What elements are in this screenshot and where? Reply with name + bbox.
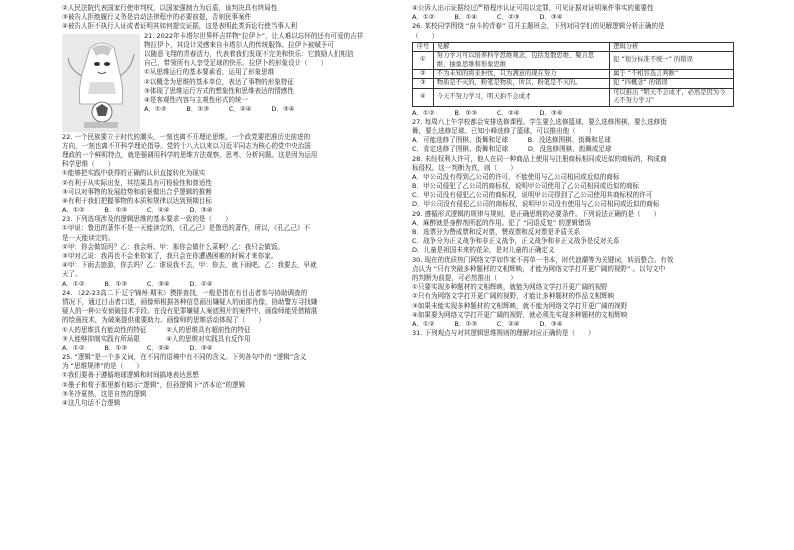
text-line: （ ） — [412, 31, 439, 40]
text-line: ①能够把实践中获得的正确的认识直接转化为现实 — [62, 169, 206, 178]
text-line: ①只要实现多种题材的文相辉映，就能为网络文学打开更广阔的视野 — [412, 283, 608, 292]
question-27 — [412, 118, 742, 155]
text-line: 是一天能读完的。 — [62, 233, 115, 242]
question-29 — [412, 210, 742, 256]
table-header-cell: 见解 — [433, 42, 609, 51]
text-line: ④甲：下雨去旅游，你去吗？乙：谁说我不去，甲：你去，就下雨吧。乙：我要去，早就 — [62, 261, 317, 270]
text-line: 31. 下列观点与对其逻辑思维规则的理解对应正确的是（ ） — [412, 329, 595, 338]
answer-option: D．甲公司没有侵犯乙公司的商标权，说明甲公司没有使用与乙公司相同或近似的商标 — [412, 200, 660, 209]
text-line: ③可以对事物的发展趋势和前景做出合乎逻辑的推断 — [62, 187, 212, 196]
answer-option: C．战争分为正义战争和非正义战争，正义战争和非正义战争是反对关系 — [412, 237, 620, 246]
table-cell: ① — [413, 52, 434, 70]
right-top-options — [412, 4, 742, 22]
text-line: ③冬冷夏热，这是自然的逻辑 — [62, 389, 147, 398]
table-cell: 犯 “划分标准不统一” 的错误 — [610, 52, 734, 70]
question-21-text — [144, 32, 392, 115]
text-line: ③被告人拒绝履行义务是启动法律程序的必要前提，否则民事案件 — [62, 13, 252, 22]
text-line: 22. 一个民族要立于时代的潮头，一刻也离不开理论思维。一个政党要把准历史前进的 — [62, 132, 311, 141]
answer-options: A．①② B．①③ C．③④ D．②④ — [62, 279, 213, 288]
text-line: ④被告人拒不执行人证或者证明其如何提交证据，这是表明此类诉讼行使当事人利 — [62, 22, 298, 31]
answer-options: A．①② B．①③ C．②④ D．③④ — [144, 105, 295, 114]
table-cell: 努力学习可以培养科学思维观念，包括发散思维、聚合思维、抽象思维和形象思维 — [433, 52, 609, 70]
answer-options: A．①② B．①④ C．②③ D．③④ — [412, 13, 563, 22]
text-line: ②甲：你会做饭吗？乙：我会呀。甲：那你会做什么菜啊？乙：我只会做饭。 — [62, 242, 284, 251]
text-line: ②有利于从实际出发，其结果具有可检验性和普适性 — [62, 178, 212, 187]
text-line: 24. （22-23高二下·辽宁锦州·期末）摸排查找，一般是指在有目击者参与协助调查的 — [62, 288, 308, 297]
table-header-cell: 序号 — [413, 42, 434, 51]
text-line: 方向，一刻也离不开科学理论指导。党的十八大以来以习近平同志为核心的党中央治国 — [62, 141, 311, 150]
text-line: 25. “逻辑”是一个多义词，在不同的语境中有不同的含义。下列各句中的 “逻辑”含义 — [62, 353, 307, 362]
text-line: ④公诉人出示证据经过严格程序认证可用以定罪，可见证据对证明案件事实的重要性 — [412, 4, 654, 12]
text-line: 自己，带领所有人享受足球的快乐。拉伊卜的形象设计（ ） — [144, 59, 328, 68]
text-line: ④有利于我们把握事物的本质和规律以达到预期目标 — [62, 196, 212, 205]
text-line: 21. 2022年卡塔尔世界杯吉祥物“拉伊卜”，让人难以忘怀的还有可爱的吉祥 — [144, 31, 364, 40]
table-cell: 今天不努力学习，明天拍不会成才 — [433, 88, 609, 106]
question-30 — [412, 256, 742, 330]
answer-options: A．可能选修了围棋、街舞和足球 B．没选修围棋、街舞和足球 — [412, 136, 611, 145]
answer-options: A．①② B．①③ C．②④ D．③④ — [62, 206, 213, 215]
left-column — [62, 4, 392, 408]
text-line: ③如果未能实现多种题材的文相辉映，就不能为网络文学打开更广阔的视野 — [412, 301, 628, 310]
answer-options: C．肯定选修了围棋、街舞和足球 D．没选修围棋、街舞或足球 — [412, 145, 612, 154]
text-line: 以随意飞翔的青春活力，代表着我们发现不完美和快乐：它鼓励人们相信 — [144, 49, 354, 58]
table-header-cell: 逻辑分析 — [610, 42, 734, 51]
text-line: 舞，要么选修足球。已知小峰选修了篮球，可以推出他（ ） — [412, 126, 596, 135]
text-line: ②以概念为思维的基本单位，表达了事物的形象特征 — [144, 77, 294, 86]
text-line: 天了。 — [62, 270, 82, 279]
question-26 — [412, 22, 742, 117]
table-header-row — [413, 42, 734, 51]
text-line: ①我们要善于遵循地球逻辑和时间搞地表达思想 — [62, 371, 199, 380]
text-line: 28. 未经权利人许可，他人在同一种商品上使用与注册商标相同或近似的商标的，构成商 — [412, 154, 667, 163]
text-line: ③人能够抑制实践有所局限 ④人的思维对实践具有反作用 — [62, 334, 251, 343]
text-line: ①甲说：鲁迅的著作不是一天能读完的，《孔乙己》是鲁迅的著作，所以，《孔乙己》不 — [62, 224, 311, 233]
answer-option: C．甲公司没有侵犯乙公司的商标权，说明甲公司得到了乙公司使用其商标权的许可 — [412, 191, 653, 200]
question-28 — [412, 155, 742, 210]
right-column — [412, 4, 742, 338]
text-line: 疑人的一种公安侦破技术手段。在没有犯罪嫌疑人案底照片的案件中，画像师能凭借精湛 — [62, 307, 318, 316]
text-line: ②墨子和荀子那里都有暗示“逻辑”，但孙逻辑下“济本论”的逻辑 — [62, 380, 246, 389]
answer-options: A．①② B．①③ C．②④ D．③④ — [62, 343, 213, 352]
text-line: 标侵权。这一判断为真，则（ ） — [412, 163, 517, 172]
text-line: 23. 下列选项涉及的逻辑思维的基本要求一致的是（ ） — [62, 215, 232, 224]
text-line: ④是客观性内容与主观性形式的统一 — [144, 95, 249, 104]
table-cell: 不为未知的将来担忧，只为满意的现在努力 — [433, 69, 609, 78]
text-line: 点认为 “只有突破多种题材的文相辉映，才能为网络文学打开更广阔的视野” 。以句文中 — [412, 264, 666, 273]
question-25 — [62, 353, 392, 408]
table-cell: 物质是不灭的，粉笔是物质，所以，粉笔是不灭的。 — [433, 79, 609, 88]
text-line: ②只有为网络文学打开更广阔的视野，才能让多种题材的作品文相辉映 — [412, 292, 615, 301]
text-line: 30. 现在的优质热门网络文学如作家不再单一书本，时代浪潮等为关键词，转而整合。有效 — [412, 255, 674, 264]
text-line: ③体现了思维运行方式的想象性和思维表达的情感性 — [144, 86, 294, 95]
text-line: 27. 每周六上午学校都会安排选修课程。学生要么选修篮球，要么选修围棋，要么选修街 — [412, 117, 667, 126]
text-line: ④这几句话不合逻辑 — [62, 399, 121, 407]
text-line: 的判断为前提，可必然推出（ ） — [412, 273, 517, 282]
table-row — [413, 79, 734, 88]
text-line: 物拉伊卜，其设计灵感来自卡塔尔人的传统服饰。拉伊卜被赋予可 — [144, 40, 334, 49]
question-24 — [62, 289, 392, 353]
question-31 — [412, 329, 742, 338]
question-23 — [62, 215, 392, 289]
table-row — [413, 88, 734, 106]
text-line: 理政的一个鲜明特点，就是强调用科学的思维方法观察、思考、分析问题。这是因为运用 — [62, 150, 318, 159]
table-cell: ④ — [413, 88, 434, 106]
table-cell: 属于 “不相容选言判断” — [610, 69, 734, 78]
answer-options: A．①② B．①③ C．②④ D．③④ — [412, 319, 563, 328]
text-line: ①人的思维具有能动性的特征 ②人的思维具有超前性的特征 — [62, 325, 251, 334]
text-line: ①从思维运行的基本要素看，运用了形象思维 — [144, 68, 275, 77]
text-line: 科学思维（ ） — [62, 160, 115, 169]
question-22 — [62, 133, 392, 216]
answer-option: B．选票分为赞成票和反对票，赞成票和反对票是矛盾关系 — [412, 228, 581, 237]
table-cell: 犯 “四概念” 的错误 — [610, 79, 734, 88]
table-row — [413, 69, 734, 78]
answer-option: A．麻醉就是身醉剂所起的作用。犯了 “同语反复” 的逻辑错误 — [412, 218, 592, 227]
table-cell: ② — [413, 69, 434, 78]
table-cell: ③ — [413, 79, 434, 88]
text-line: ③甲对乙说：我再也不会来你家了，我只会在你遭遇困难的时候才来你家。 — [62, 252, 278, 260]
answer-option: A．甲公司没有得到乙公司的许可，不能使用与乙公司相同或近似的商标 — [412, 172, 620, 181]
text-line: 的绘画技术，为破案提供重要助力。画像师的思维活动体现了（ ） — [62, 316, 265, 325]
text-line: ④如果要为网络文学打开更广阔的视野，就必须先实现多种题材的文相辉映 — [412, 310, 628, 319]
question-21 — [62, 32, 392, 133]
text-line: 26. 某校同学围绕 “奋斗的青春” 召开主题班会，下列对同学们的见解逻辑分析正确的是 — [412, 22, 665, 31]
text-line: 情况下，通过目击者口述，画像师根据各种信息画出嫌疑人的面部肖像，协助警方寻找嫌 — [62, 297, 318, 306]
text-line: 29. 遵循形式逻辑的规律与规则，是正确思维的必要条件。下列说法正确的是（ ） — [412, 209, 661, 218]
answer-option: B．甲公司侵犯了乙公司的商标权，说明甲公司使用了乙公司相同或近似的商标 — [412, 182, 640, 191]
answer-option: D．儿童是祖国未来的花朵，是对儿童的正确定义 — [412, 246, 555, 255]
left-top-options — [62, 4, 392, 32]
table-cell: 可以推出 “明天不会成才，必然是因为今天不努力学习” — [610, 88, 734, 106]
text-line: 为 “思维规律”的是（ ） — [62, 362, 143, 371]
table-row — [413, 52, 734, 70]
answer-options: A．①② B．①③ C．②④ D．③④ — [412, 108, 563, 117]
mascot-illustration — [62, 34, 140, 132]
text-line: ②人民法院代表国家行使审判权，以国家强制力为后盾，该判决具有终局性 — [62, 4, 278, 12]
logic-analysis-table — [412, 42, 734, 107]
